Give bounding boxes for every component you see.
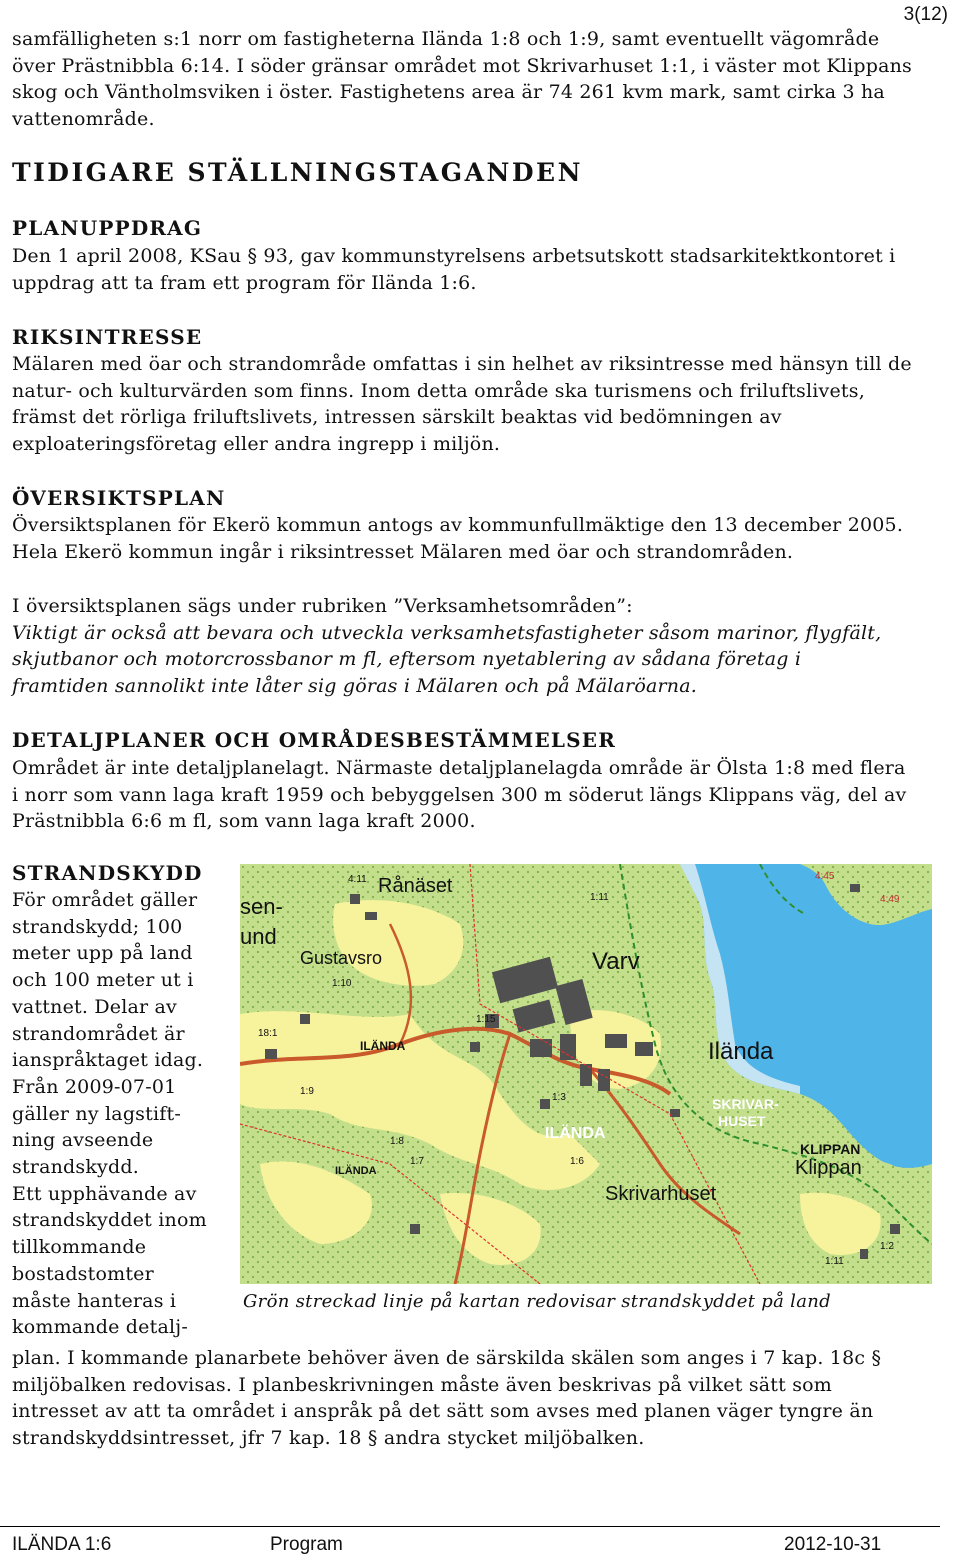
riksintresse-paragraph	[12, 351, 956, 458]
strandskydd-map	[240, 864, 932, 1284]
map-label: HUSET	[718, 1113, 766, 1129]
footer-document-name: ILÄNDA 1:6	[12, 1534, 112, 1555]
intro-line: över Prästnibbla 6:14. I söder gränsar området mot Skrivarhuset 1:1, i väster mot Klippans	[12, 54, 912, 77]
footer-document-type: Program	[270, 1534, 343, 1555]
footer-divider	[0, 1526, 940, 1527]
column-line: ianspråktaget idag.	[12, 1049, 204, 1072]
quote-line: skjutbanor och motorcrossbanor m fl, eftersom nyetablering av sådana företag i	[12, 648, 802, 671]
paragraph-line: Den 1 april 2008, KSau § 93, gav kommunstyrelsens arbetsutskott stadsarkitektkontoret i	[12, 245, 896, 267]
map-label: 1:8	[390, 1136, 404, 1147]
intro-line: skog och Väntholmsviken i öster. Fastighetens area är 74 261 kvm mark, samt cirka 3 ha	[12, 81, 885, 104]
column-line: måste hanteras i	[12, 1289, 177, 1312]
map-label: 4:45	[815, 871, 835, 882]
paragraph-line: Hela Ekerö kommun ingår i riksintresset Mälaren med öar och strandområden.	[12, 540, 794, 563]
section-title: TIDIGARE STÄLLNINGSTAGANDEN	[12, 158, 583, 187]
map-label: 1:6	[570, 1156, 584, 1167]
paragraph-line: uppdrag att ta fram ett program för Ilända 1:6.	[12, 271, 477, 294]
map-label: SKRIVAR-	[712, 1096, 779, 1112]
paragraph-line: strandskyddsintresset, jfr 7 kap. 18 § andra stycket miljöbalken.	[12, 1427, 645, 1450]
column-line: För området gäller	[12, 889, 198, 911]
intro-line: samfälligheten s:1 norr om fastigheterna Ilända 1:8 och 1:9, samt eventuellt vägområde	[12, 28, 880, 50]
map-label: ILÄNDA	[545, 1125, 606, 1142]
map-label: 1:15	[476, 1014, 496, 1025]
map-label: 4:11	[348, 874, 367, 885]
paragraph-line: Översiktsplanen för Ekerö kommun antogs av kommunfullmäktige den 13 december 2005.	[12, 514, 904, 536]
map-label: KLIPPAN	[800, 1141, 861, 1157]
map-label: 4:49	[880, 894, 900, 905]
paragraph-line: natur- och kulturvärden som finns. Inom detta område ska turismens och friluftslivets,	[12, 379, 865, 402]
paragraph-line: Området är inte detaljplanelagt. Närmaste detaljplanelagda område är Ölsta 1:8 med flera	[12, 757, 906, 779]
column-line: strandskyddet inom	[12, 1209, 207, 1232]
map-label: Skrivarhuset	[605, 1183, 717, 1205]
intro-line: vattenområde.	[12, 108, 155, 131]
paragraph-line: plan. I kommande planarbete behöver även de särskilda skälen som anges i 7 kap. 18c §	[12, 1347, 882, 1369]
paragraph-line: Mälaren med öar och strandområde omfattas i sin helhet av riksintresse med hänsyn till de	[12, 353, 912, 375]
page-number: 3(12)	[903, 4, 948, 25]
quote-line: framtiden sannolikt inte låter sig göras i Mälaren och på Mälaröarna.	[12, 675, 697, 698]
detaljplaner-heading: DETALJPLANER OCH OMRÅDESBESTÄMMELSER	[12, 728, 617, 752]
column-line: strandskydd; 100	[12, 915, 183, 938]
planuppdrag-heading: PLANUPPDRAG	[12, 216, 203, 240]
strandskydd-column	[12, 887, 227, 1341]
column-line: bostadstomter	[12, 1262, 154, 1285]
quote-intro: I översiktsplanen sägs under rubriken ”Verksamhetsområden”:	[12, 595, 633, 617]
map-label: ILÄNDA	[335, 1165, 377, 1177]
map-label: 18:1	[258, 1028, 278, 1039]
column-line: kommande detalj-	[12, 1316, 188, 1339]
oversiktsplan-heading: ÖVERSIKTSPLAN	[12, 486, 226, 510]
paragraph-line: intresset av att ta området i anspråk på det sätt som avses med planen väger tyngre än	[12, 1400, 874, 1423]
footer-date: 2012-10-31	[784, 1534, 882, 1555]
quote-line: Viktigt är också att bevara och utveckla verksamhetsfastigheter såsom marinor, flygfält,	[12, 621, 882, 644]
strandskydd-heading: STRANDSKYDD	[12, 861, 203, 885]
planuppdrag-paragraph	[12, 243, 956, 296]
column-line: Ett upphävande av	[12, 1182, 197, 1205]
map-label: 1:11	[590, 892, 609, 903]
riksintresse-heading: RIKSINTRESSE	[12, 325, 203, 349]
map-label: 1:10	[332, 978, 352, 989]
map-label: 1:2	[880, 1241, 894, 1252]
column-line: och 100 meter ut i	[12, 969, 194, 992]
map-label: 1:9	[300, 1086, 314, 1097]
column-line: strandskydd.	[12, 1156, 139, 1179]
column-line: meter upp på land	[12, 942, 193, 965]
oversiktsplan-quote-block	[12, 593, 956, 700]
map-label: Ilända	[708, 1038, 774, 1065]
map-label: Klippan	[795, 1157, 862, 1179]
map-label: Rånäset	[378, 875, 453, 897]
intro-paragraph	[12, 26, 956, 133]
map-label: 1:3	[552, 1092, 566, 1103]
detaljplaner-paragraph	[12, 755, 956, 835]
paragraph-line: miljöbalken redovisas. I planbeskrivningen måste även beskrivas på vilket sätt som	[12, 1373, 833, 1396]
column-line: strandområdet är	[12, 1022, 185, 1045]
map-label: 1:7	[410, 1156, 424, 1167]
column-line: Från 2009-07-01	[12, 1075, 177, 1098]
map-label: 1:11	[825, 1256, 844, 1267]
column-line: vattnet. Delar av	[12, 995, 177, 1018]
column-line: ning avseende	[12, 1129, 154, 1152]
strandskydd-continuation	[12, 1345, 956, 1452]
map-label: Gustavsro	[300, 948, 383, 968]
oversiktsplan-paragraph	[12, 512, 956, 565]
column-line: tillkommande	[12, 1236, 147, 1259]
map-caption: Grön streckad linje på kartan redovisar strandskyddet på land	[243, 1291, 831, 1312]
paragraph-line: främst det rörliga friluftslivets, intressen särskilt beaktas vid bedömningen av	[12, 406, 782, 429]
map-label: sen-	[240, 894, 283, 919]
map-label: Varv	[592, 948, 640, 975]
paragraph-line: exploateringsföretag eller andra ingrepp i miljön.	[12, 433, 501, 456]
column-line: gäller ny lagstift-	[12, 1102, 181, 1125]
map-label: ILÄNDA	[360, 1039, 406, 1053]
map-label: und	[240, 924, 277, 949]
paragraph-line: Prästnibbla 6:6 m fl, som vann laga kraft 2000.	[12, 810, 476, 833]
paragraph-line: i norr som vann laga kraft 1959 och bebyggelsen 300 m söderut längs Klippans väg, del av	[12, 783, 907, 806]
